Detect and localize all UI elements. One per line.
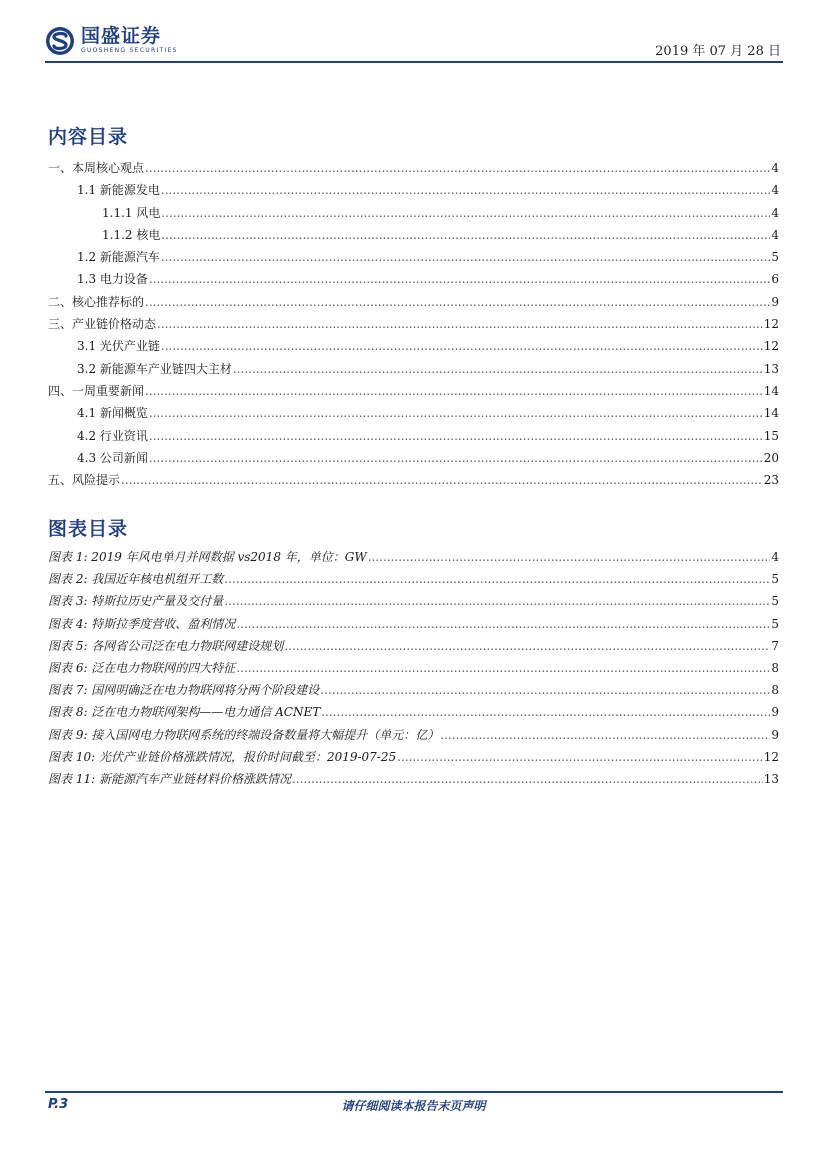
dot-leader	[145, 161, 770, 175]
toc-entry[interactable]	[48, 226, 779, 248]
figure-entry-page: 8	[771, 660, 779, 675]
figures-list	[48, 548, 779, 792]
toc-entry-page: 12	[763, 339, 779, 354]
toc-entry-label: 1.1.1 风电	[102, 205, 161, 220]
toc-entry-label: 4.1 新闻概览	[77, 406, 148, 421]
toc-entry[interactable]	[48, 360, 779, 382]
toc-entry-page: 12	[763, 317, 779, 332]
figure-entry-label: 图表 5: 各网省公司泛在电力物联网建设规划	[48, 638, 284, 653]
figures-title: 图表目录	[48, 518, 129, 540]
figure-entry-page: 7	[771, 638, 779, 653]
figure-entry-label: 图表 9: 接入国网电力物联网系统的终端设备数量将大幅提升（单元：亿）	[48, 727, 440, 742]
figure-entry-label: 图表 3: 特斯拉历史产量及交付量	[48, 594, 224, 609]
toc-entry[interactable]	[48, 404, 779, 426]
toc-entry-page: 5	[771, 250, 779, 265]
toc-entry-page: 4	[771, 161, 779, 175]
figure-entry-page: 5	[771, 594, 779, 609]
toc-entry[interactable]	[48, 382, 779, 404]
figure-entry[interactable]	[48, 770, 779, 792]
dot-leader	[149, 406, 763, 420]
figure-entry-page: 5	[771, 572, 779, 587]
figure-entry[interactable]	[48, 681, 779, 703]
dot-leader	[320, 683, 770, 697]
toc-entry-label: 一、本周核心观点	[48, 161, 145, 175]
company-logo	[45, 22, 178, 62]
figure-entry-page: 4	[771, 550, 779, 564]
figure-entry-page: 13	[763, 771, 779, 786]
toc-entry-label: 1.1 新能源发电	[77, 183, 160, 198]
toc-entry[interactable]	[48, 270, 779, 292]
toc-entry-label: 1.2 新能源汽车	[77, 250, 160, 265]
toc-entry-label: 4.2 行业资讯	[77, 428, 148, 443]
figure-entry-page: 8	[771, 683, 779, 698]
figure-entry-label: 图表 6: 泛在电力物联网的四大特征	[48, 660, 236, 675]
dot-leader	[284, 639, 770, 653]
dot-leader	[236, 617, 770, 631]
toc-entry-page: 13	[763, 361, 779, 376]
page-header	[45, 22, 783, 64]
toc-entry-page: 4	[771, 183, 779, 198]
toc-entry-page: 14	[763, 383, 779, 398]
dot-leader	[149, 451, 763, 465]
dot-leader	[440, 728, 770, 742]
company-logo-icon	[45, 26, 75, 56]
toc-entry[interactable]	[48, 315, 779, 337]
dot-leader	[157, 317, 763, 331]
figure-entry[interactable]	[48, 570, 779, 592]
dot-leader	[149, 272, 770, 286]
toc-entry-page: 9	[771, 294, 779, 309]
figure-entry[interactable]	[48, 659, 779, 681]
toc-entry-label: 二、核心推荐标的	[48, 294, 145, 309]
figure-entry-page: 12	[763, 749, 779, 764]
toc-entry-label: 1.3 电力设备	[77, 272, 148, 287]
dot-leader	[236, 661, 770, 675]
toc-entry[interactable]	[48, 471, 779, 493]
toc-entry-label: 3.1 光伏产业链	[77, 339, 160, 354]
figure-entry-label: 图表 7: 国网明确泛在电力物联网将分两个阶段建设	[48, 683, 320, 698]
figure-entry-page: 9	[771, 727, 779, 742]
figure-entry-label: 图表 2: 我国近年核电机组开工数	[48, 572, 224, 587]
toc-entry-page: 23	[763, 473, 779, 488]
logo-chinese-name: 国盛证券	[81, 25, 162, 47]
page-number: P.3	[48, 1097, 69, 1112]
toc-entry-label: 四、一周重要新闻	[48, 383, 145, 398]
toc-entry-label: 五、风险提示	[48, 473, 121, 488]
toc-entry[interactable]	[48, 159, 779, 181]
toc-entry-page: 4	[771, 227, 779, 242]
logo-english-name: GUOSHENG SECURITIES	[81, 47, 178, 54]
dot-leader	[121, 473, 763, 487]
disclaimer-note: 请仔细阅读本报告末页声明	[341, 1099, 486, 1113]
toc-entry-page: 14	[763, 406, 779, 421]
toc-entry[interactable]	[48, 181, 779, 203]
dot-leader	[161, 183, 770, 197]
toc-list	[48, 159, 779, 493]
figure-entry-label: 图表 8: 泛在电力物联网架构——电力通信 ACNET	[48, 705, 321, 720]
toc-entry[interactable]	[48, 204, 779, 226]
figure-entry[interactable]	[48, 748, 779, 770]
toc-entry-label: 4.3 公司新闻	[77, 450, 148, 465]
figure-entry-label: 图表 1: 2019 年风电单月并网数据 vs2018 年，单位：GW	[48, 550, 367, 564]
figure-entry[interactable]	[48, 726, 779, 748]
toc-title: 内容目录	[48, 126, 129, 148]
figure-entry[interactable]	[48, 703, 779, 725]
dot-leader	[161, 228, 770, 242]
dot-leader	[292, 772, 763, 786]
figure-entry[interactable]	[48, 637, 779, 659]
dot-leader	[161, 206, 770, 220]
toc-entry-page: 15	[763, 428, 779, 443]
dot-leader	[233, 362, 763, 376]
figure-entry-label: 图表 10: 光伏产业链价格涨跌情况，报价时间截至：2019-07-25	[48, 749, 397, 764]
dot-leader	[321, 705, 770, 719]
dot-leader	[397, 750, 763, 764]
footer-divider	[45, 1091, 783, 1093]
dot-leader	[149, 429, 763, 443]
figure-entry[interactable]	[48, 615, 779, 637]
dot-leader	[145, 384, 763, 398]
dot-leader	[368, 550, 771, 564]
toc-entry[interactable]	[48, 427, 779, 449]
dot-leader	[161, 250, 770, 264]
header-divider	[45, 61, 783, 63]
toc-entry[interactable]	[48, 248, 779, 270]
figure-entry[interactable]	[48, 592, 779, 614]
toc-entry-label: 1.1.2 核电	[102, 227, 161, 242]
dot-leader	[224, 572, 770, 586]
toc-entry[interactable]	[48, 449, 779, 471]
figure-entry-page: 9	[771, 705, 779, 720]
figure-entry-page: 5	[771, 616, 779, 631]
toc-entry[interactable]	[48, 293, 779, 315]
toc-entry-page: 20	[763, 450, 779, 465]
figure-entry-label: 图表 11: 新能源汽车产业链材料价格涨跌情况	[48, 771, 291, 786]
dot-leader	[145, 295, 770, 309]
toc-entry-page: 4	[771, 205, 779, 220]
toc-entry-label: 三、产业链价格动态	[48, 317, 157, 332]
figure-entry-label: 图表 4: 特斯拉季度营收、盈利情况	[48, 616, 236, 631]
toc-entry-label: 3.2 新能源车产业链四大主材	[77, 361, 232, 376]
toc-entry-page: 6	[771, 272, 779, 287]
dot-leader	[224, 594, 770, 608]
figure-entry[interactable]	[48, 548, 779, 570]
report-date: 2019 年 07 月 28 日	[655, 44, 781, 59]
dot-leader	[161, 339, 763, 353]
toc-entry[interactable]	[48, 337, 779, 359]
